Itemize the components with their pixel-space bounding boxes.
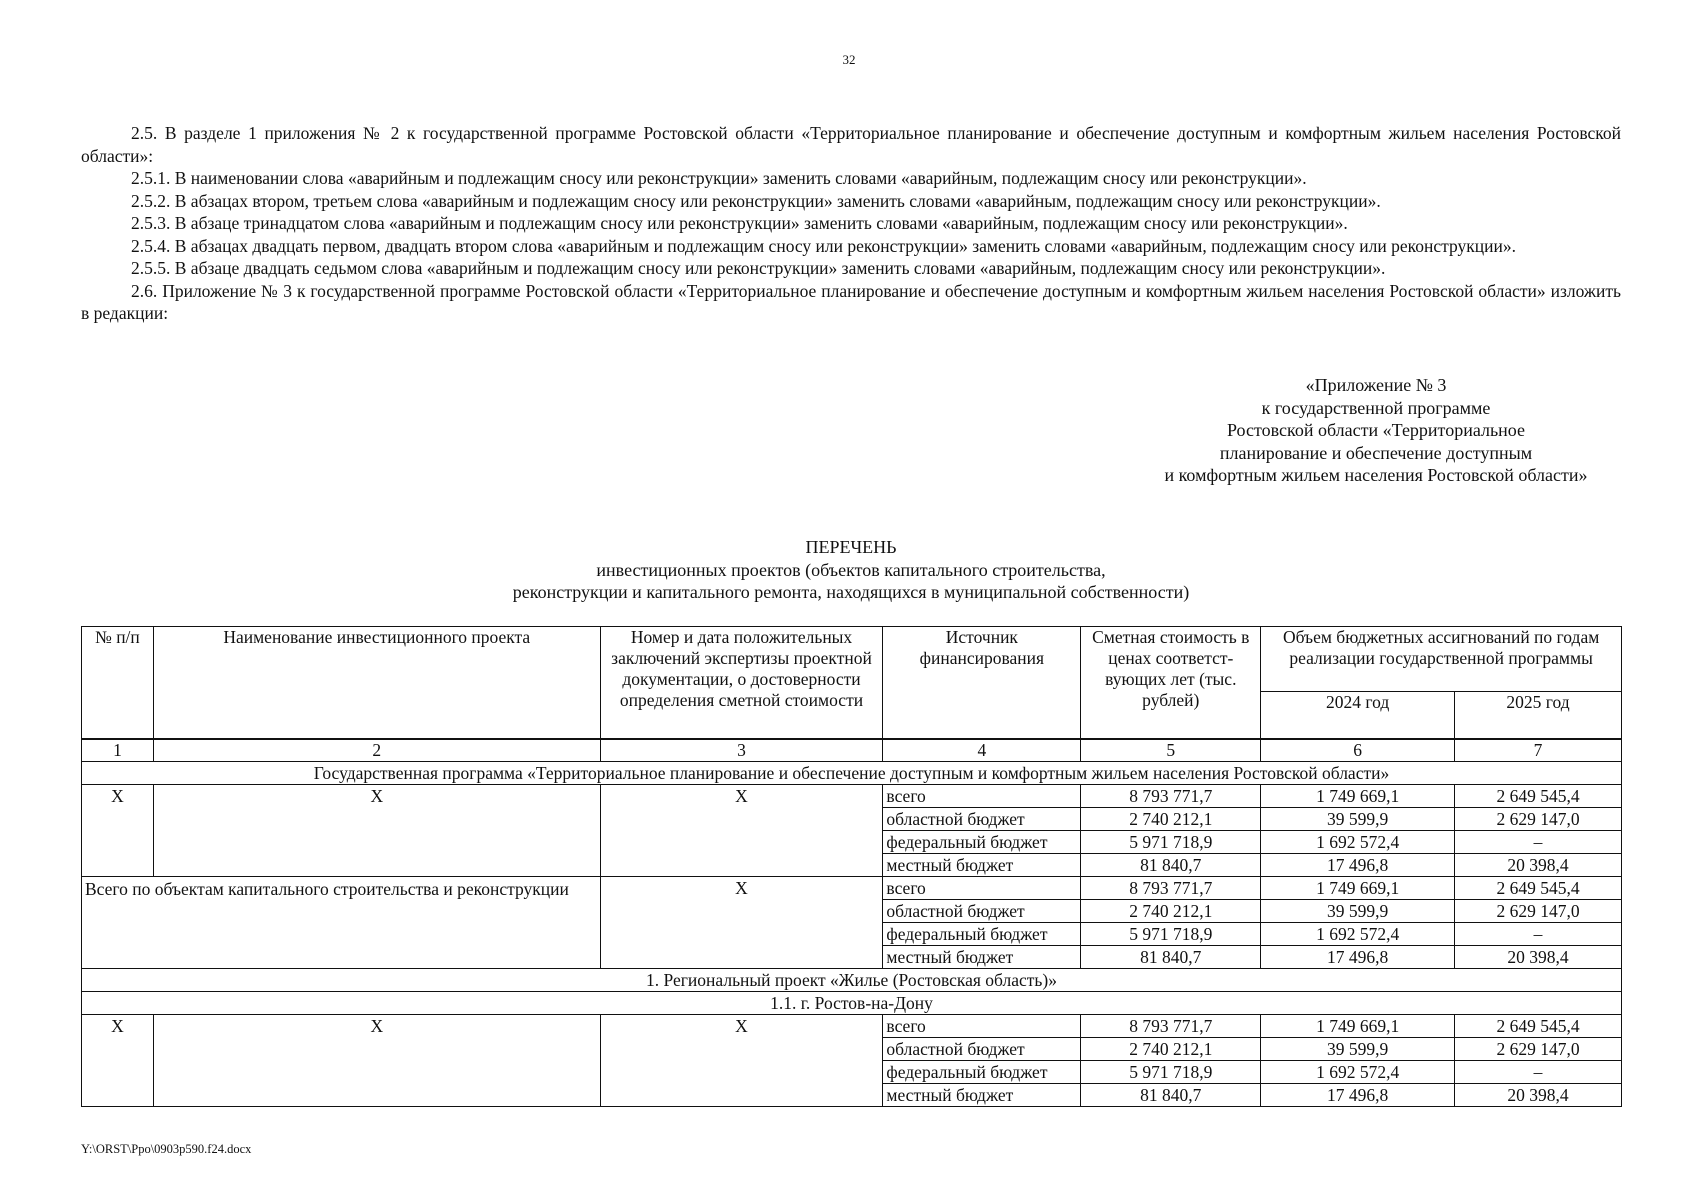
value-2024: 39 599,9 — [1261, 808, 1455, 831]
paragraph: 2.5. В разделе 1 приложения № 2 к государственной программе Ростовской области «Территориальное планирование и обеспечение доступным и комфортным жильем населения Ростовской области»: — [81, 123, 1621, 166]
column-number: 5 — [1081, 739, 1261, 762]
mark-cell: Х — [600, 877, 883, 969]
column-number: 2 — [153, 739, 600, 762]
value-2025: 2 649 545,4 — [1455, 1015, 1622, 1038]
value-2024: 39 599,9 — [1261, 900, 1455, 923]
mark-cell: Х — [82, 1015, 154, 1107]
column-numbers-row — [82, 739, 1622, 762]
value-2024: 1 749 669,1 — [1261, 877, 1455, 900]
value-2024: 17 496,8 — [1261, 1084, 1455, 1107]
header-year-2024: 2024 год — [1261, 692, 1455, 740]
appendix-line: и комфортным жильем населения Ростовской области» — [1164, 465, 1588, 485]
value-2024: 17 496,8 — [1261, 946, 1455, 969]
body-text — [81, 122, 1621, 325]
value-2025: 2 649 545,4 — [1455, 785, 1622, 808]
header-number: № п/п — [82, 627, 154, 740]
table-header-row — [82, 627, 1622, 692]
value-2024: 17 496,8 — [1261, 854, 1455, 877]
paragraph: 2.5.4. В абзацах двадцать первом, двадцать втором слова «аварийным и подлежащим сносу или реконструкции» заменить словами «аварийным, подлежащим сносу или реконструкции». — [131, 235, 1516, 256]
total-capital-construction-label: Всего по объектам капитального строительства и реконструкции — [82, 877, 601, 969]
column-number: 3 — [600, 739, 883, 762]
mark-cell: Х — [600, 1015, 883, 1107]
paragraph: 2.5.5. В абзаце двадцать седьмом слова «аварийным и подлежащим сносу или реконструкции» заменить словами «аварийным, подлежащим сносу или реконструкции». — [131, 258, 1386, 278]
cost-value: 2 740 212,1 — [1081, 900, 1261, 923]
funding-source: всего — [883, 1015, 1081, 1038]
value-2025: – — [1455, 1061, 1622, 1084]
paragraph: 2.5.3. В абзаце тринадцатом слова «аварийным и подлежащим сносу или реконструкции» заменить словами «аварийным, подлежащим сносу или реконструкции». — [131, 213, 1348, 233]
list-subtitle-line: инвестиционных проектов (объектов капитального строительства, — [596, 559, 1106, 580]
table-row — [82, 785, 1622, 808]
appendix-line: «Приложение № 3 — [1305, 375, 1447, 395]
municipality-title: 1.1. г. Ростов-на-Дону — [82, 992, 1622, 1015]
value-2024: 1 692 572,4 — [1261, 831, 1455, 854]
cost-value: 8 793 771,7 — [1081, 1015, 1261, 1038]
funding-source: местный бюджет — [883, 946, 1081, 969]
value-2025: 2 629 147,0 — [1455, 900, 1622, 923]
cost-value: 81 840,7 — [1081, 946, 1261, 969]
mark-cell: Х — [600, 785, 883, 877]
funding-source: всего — [883, 877, 1081, 900]
value-2025: 20 398,4 — [1455, 946, 1622, 969]
section-row — [82, 969, 1622, 992]
funding-source: местный бюджет — [883, 854, 1081, 877]
header-project-name: Наименование инвестиционного проекта — [153, 627, 600, 740]
appendix-line: к государственной программе — [1261, 397, 1491, 418]
header-funding-source: Источник финансирования — [883, 627, 1081, 740]
funding-source: федеральный бюджет — [883, 831, 1081, 854]
program-title: Государственная программа «Территориальное планирование и обеспечение доступным и комфортным жильем населения Ростовской области» — [82, 762, 1622, 785]
value-2025: – — [1455, 831, 1622, 854]
footer-file-path: Y:\ORST\Ppo\0903p590.f24.docx — [81, 1142, 252, 1156]
funding-source: местный бюджет — [883, 1084, 1081, 1107]
value-2025: 2 629 147,0 — [1455, 1038, 1622, 1061]
value-2024: 1 692 572,4 — [1261, 1061, 1455, 1084]
cost-value: 8 793 771,7 — [1081, 877, 1261, 900]
value-2025: 20 398,4 — [1455, 1084, 1622, 1107]
paragraph: 2.5.1. В наименовании слова «аварийным и подлежащим сносу или реконструкции» заменить словами «аварийным, подлежащим сносу или реконструкции». — [131, 168, 1307, 188]
header-year-2025: 2025 год — [1455, 692, 1622, 740]
column-number: 1 — [82, 739, 154, 762]
cost-value: 5 971 718,9 — [1081, 1061, 1261, 1084]
cost-value: 81 840,7 — [1081, 1084, 1261, 1107]
value-2025: 2 649 545,4 — [1455, 877, 1622, 900]
appendix-reference — [1130, 374, 1622, 487]
cost-value: 81 840,7 — [1081, 854, 1261, 877]
funding-source: всего — [883, 785, 1081, 808]
paragraph: 2.6. Приложение № 3 к государственной программе Ростовской области «Территориальное планирование и обеспечение доступным и комфортным жильем населения Ростовской области» изложить в редакции: — [81, 280, 1621, 323]
investment-projects-table — [81, 626, 1622, 1107]
mark-cell: Х — [82, 785, 154, 877]
list-title — [81, 536, 1621, 604]
funding-source: областной бюджет — [883, 1038, 1081, 1061]
list-subtitle-line: реконструкции и капитального ремонта, находящихся в муниципальной собственности) — [512, 582, 1190, 602]
list-heading: ПЕРЕЧЕНЬ — [805, 537, 897, 557]
header-estimated-cost: Сметная стоимость в ценах соответст-вующих лет (тыс. рублей) — [1081, 627, 1261, 740]
funding-source: областной бюджет — [883, 808, 1081, 831]
value-2024: 39 599,9 — [1261, 1038, 1455, 1061]
header-expertise: Номер и дата положительных заключений экспертизы проектной документации, о достоверности определения сметной стоимости — [600, 627, 883, 740]
mark-cell: Х — [153, 785, 600, 877]
mark-cell: Х — [153, 1015, 600, 1107]
funding-source: федеральный бюджет — [883, 1061, 1081, 1084]
table-row — [82, 1015, 1622, 1038]
column-number: 6 — [1261, 739, 1455, 762]
value-2025: 2 629 147,0 — [1455, 808, 1622, 831]
funding-source: областной бюджет — [883, 900, 1081, 923]
regional-project-title: 1. Региональный проект «Жилье (Ростовская область)» — [82, 969, 1622, 992]
appendix-line: планирование и обеспечение доступным — [1219, 442, 1533, 463]
funding-source: федеральный бюджет — [883, 923, 1081, 946]
cost-value: 8 793 771,7 — [1081, 785, 1261, 808]
cost-value: 2 740 212,1 — [1081, 1038, 1261, 1061]
appendix-line: Ростовской области «Территориальное — [1226, 420, 1526, 440]
program-row — [82, 762, 1622, 785]
column-number: 4 — [883, 739, 1081, 762]
cost-value: 5 971 718,9 — [1081, 831, 1261, 854]
header-budget-allocation: Объем бюджетных ассигнований по годам реализации государственной программы — [1261, 627, 1622, 692]
subsection-row — [82, 992, 1622, 1015]
cost-value: 2 740 212,1 — [1081, 808, 1261, 831]
paragraph: 2.5.2. В абзацах втором, третьем слова «аварийным и подлежащим сносу или реконструкции» заменить словами «аварийным, подлежащим сносу или реконструкции». — [131, 190, 1381, 211]
table-row — [82, 877, 1622, 900]
column-number: 7 — [1455, 739, 1622, 762]
value-2025: 20 398,4 — [1455, 854, 1622, 877]
value-2024: 1 749 669,1 — [1261, 785, 1455, 808]
cost-value: 5 971 718,9 — [1081, 923, 1261, 946]
value-2025: – — [1455, 923, 1622, 946]
page-number: 32 — [842, 52, 856, 67]
value-2024: 1 749 669,1 — [1261, 1015, 1455, 1038]
value-2024: 1 692 572,4 — [1261, 923, 1455, 946]
